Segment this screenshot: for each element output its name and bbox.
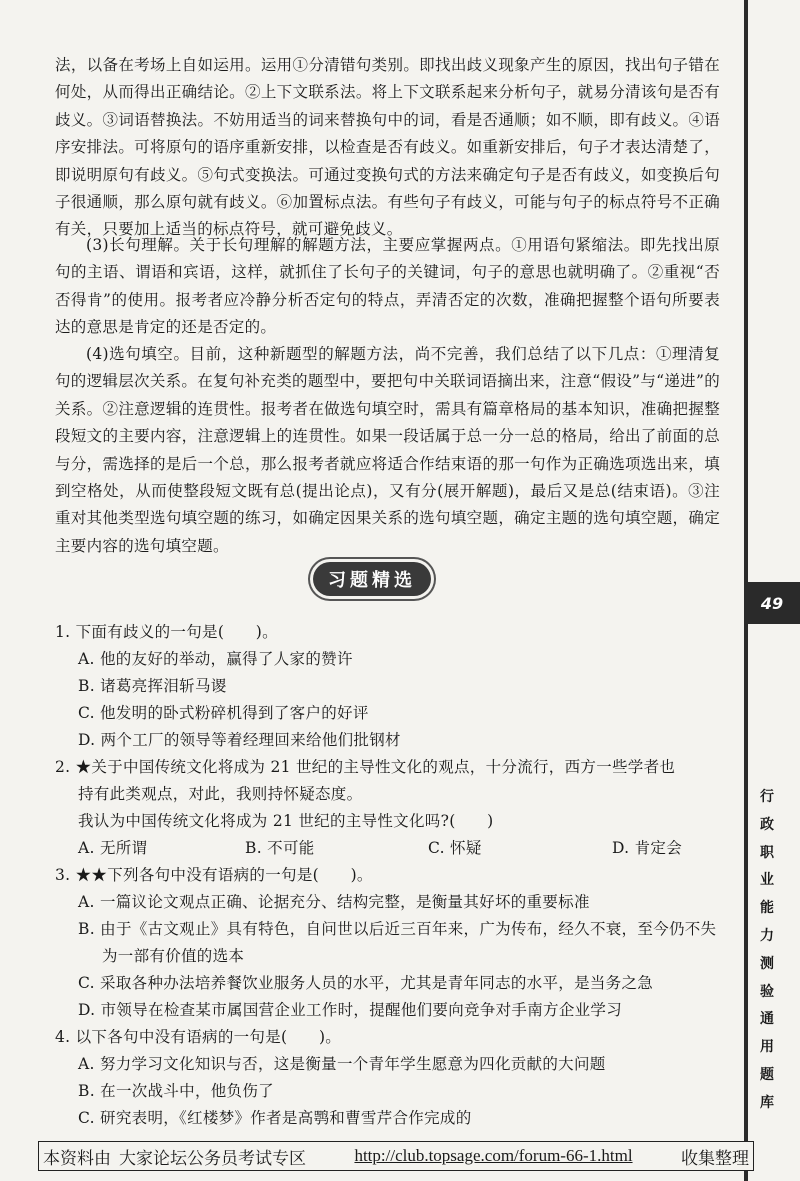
- side-title-char: 业: [760, 872, 774, 889]
- side-title-char: 政: [760, 816, 774, 833]
- footer-text-prefix: 本资料由: [43, 1148, 111, 1169]
- question-1-stem: 1. 下面有歧义的一句是( )。: [55, 623, 278, 641]
- paragraph-long-sentence: (3)长句理解。关于长句理解的解题方法，主要应掌握两点。①用语句紧缩法。即先找出原句的主语、谓语和宾语，这样，就抓住了长句子的关键词，句子的意思也就明确了。②重视“否否得肯”的使用。报考者应冷静分析否定句的特点，弄清否定的次数，准确把握整个语句所要表达的意思是肯定的还是否定的。: [55, 236, 720, 337]
- question-2-option-a: A. 无所谓: [78, 839, 148, 857]
- side-title-char: 测: [760, 955, 774, 972]
- side-book-title: [752, 784, 782, 1118]
- question-3-option-d: D. 市领导在检查某市属国营企业工作时，提醒他们要向竞争对手南方企业学习: [78, 1001, 623, 1019]
- side-title-char: 职: [760, 844, 774, 861]
- footer-source-banner: [38, 1141, 754, 1171]
- side-title-char: 题: [760, 1066, 774, 1083]
- question-2-stem-line3: 我认为中国传统文化将成为 21 世纪的主导性文化吗?( ): [78, 812, 494, 830]
- question-2-option-c: C. 怀疑: [428, 839, 482, 857]
- page-number-tab: 49: [744, 582, 800, 624]
- question-1-option-b: B. 诸葛亮挥泪斩马谡: [78, 677, 227, 695]
- question-3-option-b-cont: 为一部有价值的选本: [102, 947, 245, 965]
- side-title-char: 能: [760, 900, 774, 917]
- question-1-option-c: C. 他发明的卧式粉碎机得到了客户的好评: [78, 704, 369, 722]
- question-4-option-b: B. 在一次战斗中，他负伤了: [78, 1082, 274, 1100]
- question-1-option-d: D. 两个工厂的领导等着经理回来给他们批钢材: [78, 731, 401, 749]
- question-3-option-a: A. 一篇议论文观点正确、论据充分、结构完整，是衡量其好坏的重要标准: [78, 893, 590, 911]
- question-1-option-a: A. 他的友好的举动，赢得了人家的赞许: [78, 650, 353, 668]
- question-2-option-b: B. 不可能: [245, 839, 315, 857]
- paragraph-ambiguity-methods: 法，以备在考场上自如运用。运用①分清错句类别。即找出歧义现象产生的原因，找出句子错在何处，从而得出正确结论。②上下文联系法。将上下文联系起来分析句子，就易分清该句是否有歧义。③词语替换法。不妨用适当的词来替换句中的词，看是否通顺；如不顺，即有歧义。④语序安排法。可将原句的语序重新安排，以检查是否有歧义。如重新安排后，句子才表达清楚了，即说明原句有歧义。⑤句式变换法。可通过变换句式的方法来确定句子是否有歧义，如变换后句子很通顺，那么原句就有歧义。⑥加置标点法。有些句子有歧义，可能与句子的标点符号不正确有关，只要加上适当的标点符号，就可避免歧义。: [55, 56, 720, 239]
- question-3-stem: 3. ★★下列各句中没有语病的一句是( )。: [55, 866, 373, 884]
- side-title-char: 用: [760, 1039, 774, 1056]
- question-4-option-a: A. 努力学习文化知识与否，这是衡量一个青年学生愿意为四化贡献的大问题: [78, 1055, 606, 1073]
- footer-text-suffix: 收集整理: [681, 1148, 749, 1169]
- question-4-stem: 4. 以下各句中没有语病的一句是( )。: [55, 1028, 342, 1046]
- side-title-char: 验: [760, 983, 774, 1000]
- question-3-option-b: B. 由于《古文观止》具有特色，自问世以后近三百年来，广为传布，经久不衰，至今仍不失: [78, 920, 717, 938]
- footer-url-link[interactable]: http://club.topsage.com/forum-66-1.html: [354, 1146, 633, 1165]
- question-2-stem-line1: 2. ★关于中国传统文化将成为 21 世纪的主导性文化的观点，十分流行，西方一些学者也: [55, 758, 676, 776]
- side-title-char: 通: [760, 1011, 774, 1028]
- question-3-option-c: C. 采取各种办法培养餐饮业服务人员的水平，尤其是青年同志的水平，是当务之急: [78, 974, 654, 992]
- question-2-stem-line2: 持有此类观点，对此，我则持怀疑态度。: [78, 785, 363, 803]
- section-title-badge: 习题精选: [313, 562, 431, 596]
- side-title-char: 力: [760, 927, 774, 944]
- side-title-char: 库: [760, 1094, 774, 1111]
- side-title-char: 行: [760, 789, 774, 805]
- footer-forum-name: 大家论坛公务员考试专区: [119, 1148, 306, 1169]
- question-4-option-c: C. 研究表明，《红楼梦》作者是高鹗和曹雪芹合作完成的: [78, 1109, 472, 1127]
- question-2-option-d: D. 肯定会: [612, 839, 683, 857]
- paragraph-sentence-filling: (4)选句填空。目前，这种新题型的解题方法，尚不完善，我们总结了以下几点：①理清复句的逻辑层次关系。在复句补充类的题型中，要把句中关联词语摘出来，注意“假设”与“递进”的关系。②注意逻辑的连贯性。报考者在做选句填空时，需具有篇章格局的基本知识，准确把握整段短文的主要内容，注意逻辑上的连贯性。如果一段话属于总一分一总的格局，给出了前面的总与分，需选择的是后一个总，那么报考者就应将适合作结束语的那一句作为正确选项选出来，填到空格处，从而使整段短文既有总(提出论点)，又有分(展开解题)，最后又是总(结束语)。③注重对其他类型选句填空题的练习，如确定因果关系的选句填空题，确定主题的选句填空题，确定主要内容的选句填空题。: [55, 345, 720, 555]
